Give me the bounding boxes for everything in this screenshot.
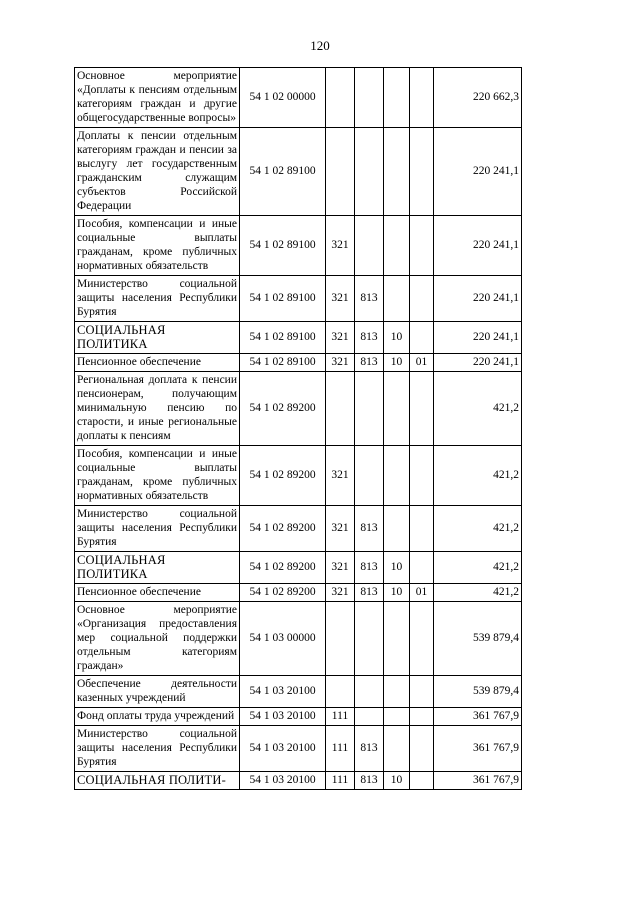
amount-cell: 220 241,1 bbox=[434, 276, 522, 322]
ministry-code-cell: 813 bbox=[355, 772, 384, 790]
amount-cell: 421,2 bbox=[434, 552, 522, 584]
target-code-cell: 54 1 02 89200 bbox=[240, 552, 326, 584]
target-code-cell: 54 1 02 89100 bbox=[240, 128, 326, 216]
expense-type-cell: 321 bbox=[326, 552, 355, 584]
target-code-cell: 54 1 03 20100 bbox=[240, 708, 326, 726]
target-code-cell: 54 1 02 89200 bbox=[240, 506, 326, 552]
table-row bbox=[75, 68, 522, 128]
amount-cell: 220 662,3 bbox=[434, 68, 522, 128]
ministry-code-cell: 813 bbox=[355, 276, 384, 322]
table-row bbox=[75, 322, 522, 354]
expense-type-cell: 321 bbox=[326, 322, 355, 354]
amount-cell: 421,2 bbox=[434, 584, 522, 602]
expense-type-cell: 111 bbox=[326, 708, 355, 726]
ministry-code-cell bbox=[355, 68, 384, 128]
expense-type-cell bbox=[326, 602, 355, 676]
expense-type-cell bbox=[326, 676, 355, 708]
ministry-code-cell: 813 bbox=[355, 552, 384, 584]
target-code-cell: 54 1 02 89100 bbox=[240, 354, 326, 372]
row-name-cell: Министерство социальной защиты населения Республики Бурятия bbox=[75, 506, 240, 552]
table-row bbox=[75, 354, 522, 372]
row-name-cell: Региональная доплата к пенсии пенсионерам, получающим минимальную пенсию по старости, и иные региональные доплаты к пенсиям bbox=[75, 372, 240, 446]
row-name-cell: СОЦИАЛЬНАЯ ПОЛИТИКА bbox=[75, 552, 240, 584]
amount-cell: 361 767,9 bbox=[434, 708, 522, 726]
subsection-code-cell bbox=[410, 506, 434, 552]
row-name-cell: Пенсионное обеспечение bbox=[75, 584, 240, 602]
row-name-cell: Министерство социальной защиты населения Республики Бурятия bbox=[75, 726, 240, 772]
section-code-cell bbox=[384, 506, 410, 552]
ministry-code-cell bbox=[355, 216, 384, 276]
ministry-code-cell: 813 bbox=[355, 726, 384, 772]
amount-cell: 220 241,1 bbox=[434, 128, 522, 216]
subsection-code-cell bbox=[410, 446, 434, 506]
subsection-code-cell bbox=[410, 372, 434, 446]
target-code-cell: 54 1 02 89200 bbox=[240, 584, 326, 602]
ministry-code-cell: 813 bbox=[355, 584, 384, 602]
table-row bbox=[75, 602, 522, 676]
amount-cell: 421,2 bbox=[434, 446, 522, 506]
expense-type-cell: 111 bbox=[326, 726, 355, 772]
amount-cell: 220 241,1 bbox=[434, 216, 522, 276]
table-row bbox=[75, 726, 522, 772]
expense-type-cell: 321 bbox=[326, 354, 355, 372]
subsection-code-cell bbox=[410, 68, 434, 128]
expense-type-cell: 321 bbox=[326, 446, 355, 506]
page-number: 120 bbox=[310, 38, 330, 53]
subsection-code-cell: 01 bbox=[410, 584, 434, 602]
subsection-code-cell: 01 bbox=[410, 354, 434, 372]
table-row bbox=[75, 772, 522, 790]
table-row bbox=[75, 276, 522, 322]
subsection-code-cell bbox=[410, 128, 434, 216]
section-code-cell bbox=[384, 276, 410, 322]
amount-cell: 539 879,4 bbox=[434, 676, 522, 708]
expense-type-cell bbox=[326, 372, 355, 446]
table-row bbox=[75, 372, 522, 446]
section-code-cell bbox=[384, 726, 410, 772]
section-code-cell: 10 bbox=[384, 772, 410, 790]
table-row bbox=[75, 676, 522, 708]
row-name-cell: Пенсионное обеспечение bbox=[75, 354, 240, 372]
amount-cell: 421,2 bbox=[434, 506, 522, 552]
row-name-cell: Доплаты к пенсии отдельным категориям граждан и пенсии за выслугу лет государственным гражданским служащим субъектов Российской Федерации bbox=[75, 128, 240, 216]
row-name-cell: Пособия, компенсации и иные социальные выплаты гражданам, кроме публичных нормативных обязательств bbox=[75, 446, 240, 506]
row-name-cell: Фонд оплаты труда учреждений bbox=[75, 708, 240, 726]
subsection-code-cell bbox=[410, 726, 434, 772]
subsection-code-cell bbox=[410, 676, 434, 708]
target-code-cell: 54 1 02 89100 bbox=[240, 276, 326, 322]
section-code-cell bbox=[384, 68, 410, 128]
target-code-cell: 54 1 02 00000 bbox=[240, 68, 326, 128]
row-name-cell: Министерство социальной защиты населения Республики Бурятия bbox=[75, 276, 240, 322]
subsection-code-cell bbox=[410, 276, 434, 322]
subsection-code-cell bbox=[410, 708, 434, 726]
ministry-code-cell bbox=[355, 708, 384, 726]
ministry-code-cell bbox=[355, 372, 384, 446]
amount-cell: 220 241,1 bbox=[434, 322, 522, 354]
expense-type-cell: 321 bbox=[326, 506, 355, 552]
row-name-cell: Основное мероприятие «Доплаты к пенсиям отдельным категориям граждан и другие общегосударственные вопросы» bbox=[75, 68, 240, 128]
ministry-code-cell: 813 bbox=[355, 322, 384, 354]
target-code-cell: 54 1 02 89100 bbox=[240, 216, 326, 276]
amount-cell: 421,2 bbox=[434, 372, 522, 446]
expense-type-cell: 321 bbox=[326, 584, 355, 602]
expense-type-cell bbox=[326, 68, 355, 128]
section-code-cell bbox=[384, 372, 410, 446]
target-code-cell: 54 1 02 89200 bbox=[240, 372, 326, 446]
ministry-code-cell bbox=[355, 676, 384, 708]
target-code-cell: 54 1 02 89100 bbox=[240, 322, 326, 354]
row-name-cell: СОЦИАЛЬНАЯ ПОЛИТИ- bbox=[75, 772, 240, 790]
table-row bbox=[75, 584, 522, 602]
table-row bbox=[75, 708, 522, 726]
row-name-cell: Обеспечение деятельности казенных учреждений bbox=[75, 676, 240, 708]
target-code-cell: 54 1 03 20100 bbox=[240, 726, 326, 772]
table-row bbox=[75, 128, 522, 216]
amount-cell: 220 241,1 bbox=[434, 354, 522, 372]
target-code-cell: 54 1 03 00000 bbox=[240, 602, 326, 676]
budget-table bbox=[74, 67, 522, 790]
expense-type-cell bbox=[326, 128, 355, 216]
subsection-code-cell bbox=[410, 322, 434, 354]
ministry-code-cell: 813 bbox=[355, 354, 384, 372]
ministry-code-cell bbox=[355, 446, 384, 506]
subsection-code-cell bbox=[410, 772, 434, 790]
row-name-cell: Основное мероприятие «Организация предоставления мер социальной поддержки отдельным категориям граждан» bbox=[75, 602, 240, 676]
section-code-cell: 10 bbox=[384, 354, 410, 372]
expense-type-cell: 321 bbox=[326, 216, 355, 276]
ministry-code-cell bbox=[355, 602, 384, 676]
section-code-cell bbox=[384, 216, 410, 276]
expense-type-cell: 321 bbox=[326, 276, 355, 322]
section-code-cell bbox=[384, 708, 410, 726]
table-row bbox=[75, 506, 522, 552]
section-code-cell: 10 bbox=[384, 552, 410, 584]
ministry-code-cell bbox=[355, 128, 384, 216]
row-name-cell: Пособия, компенсации и иные социальные выплаты гражданам, кроме публичных нормативных обязательств bbox=[75, 216, 240, 276]
row-name-cell: СОЦИАЛЬНАЯ ПОЛИТИКА bbox=[75, 322, 240, 354]
section-code-cell bbox=[384, 128, 410, 216]
subsection-code-cell bbox=[410, 602, 434, 676]
subsection-code-cell bbox=[410, 552, 434, 584]
target-code-cell: 54 1 02 89200 bbox=[240, 446, 326, 506]
section-code-cell: 10 bbox=[384, 584, 410, 602]
amount-cell: 361 767,9 bbox=[434, 772, 522, 790]
section-code-cell bbox=[384, 446, 410, 506]
section-code-cell bbox=[384, 676, 410, 708]
target-code-cell: 54 1 03 20100 bbox=[240, 772, 326, 790]
amount-cell: 539 879,4 bbox=[434, 602, 522, 676]
expense-type-cell: 111 bbox=[326, 772, 355, 790]
amount-cell: 361 767,9 bbox=[434, 726, 522, 772]
table-row bbox=[75, 446, 522, 506]
target-code-cell: 54 1 03 20100 bbox=[240, 676, 326, 708]
subsection-code-cell bbox=[410, 216, 434, 276]
section-code-cell bbox=[384, 602, 410, 676]
section-code-cell: 10 bbox=[384, 322, 410, 354]
table-row bbox=[75, 552, 522, 584]
ministry-code-cell: 813 bbox=[355, 506, 384, 552]
table-row bbox=[75, 216, 522, 276]
